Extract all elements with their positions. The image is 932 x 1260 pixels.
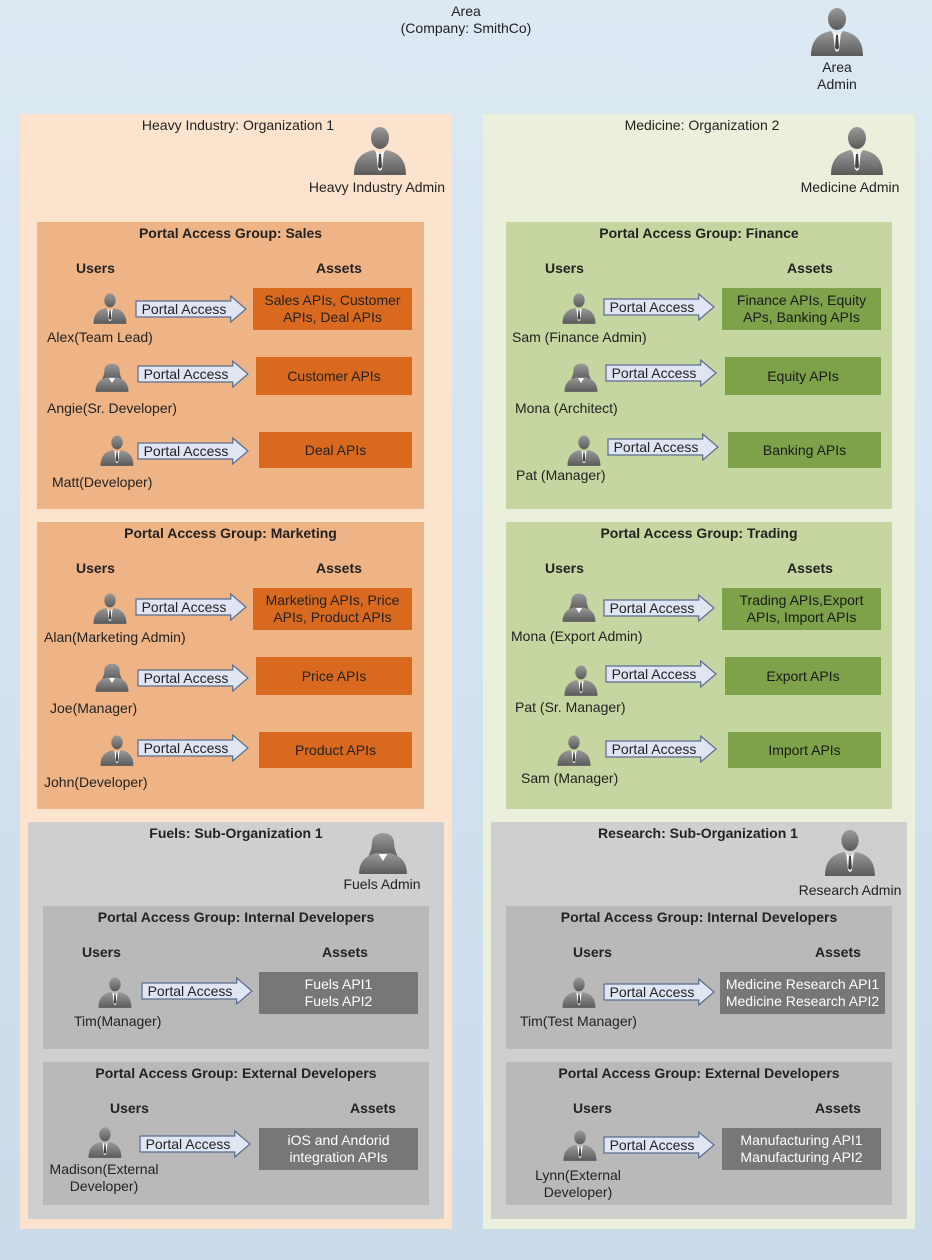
asset-box: Product APIs — [259, 732, 412, 768]
user-name: John(Developer) — [44, 774, 148, 790]
female-user-icon — [560, 588, 598, 624]
asset-box: Medicine Research API1 Medicine Research API2 — [720, 972, 885, 1014]
male-user-icon — [561, 1127, 599, 1163]
female-user-icon — [93, 358, 131, 394]
portal-access-arrow: Portal Access — [603, 293, 715, 321]
area-company: (Company: SmithCo) — [400, 20, 532, 36]
user-name: Tim(Test Manager) — [520, 1013, 637, 1029]
asset-box: Customer APIs — [256, 357, 412, 395]
user-name-line2: Developer) — [543, 1184, 613, 1200]
asset-box: Sales APIs, Customer APIs, Deal APIs — [253, 288, 412, 330]
male-user-icon — [98, 732, 136, 768]
group-marketing-title: Portal Access Group: Marketing — [124, 525, 337, 541]
user-name-line2: Developer) — [69, 1178, 139, 1194]
group-research-internal-title: Portal Access Group: Internal Developers — [560, 909, 838, 925]
asset-box: Deal APIs — [259, 432, 412, 468]
portal-access-arrow: Portal Access — [139, 1130, 251, 1158]
assets-header: Assets — [815, 1100, 861, 1116]
portal-access-arrow: Portal Access — [603, 1131, 715, 1159]
area-admin-label-2: Admin — [817, 76, 857, 92]
medicine-admin-icon — [824, 125, 890, 175]
user-name: Alan(Marketing Admin) — [44, 629, 186, 645]
area-title: Area — [451, 3, 481, 19]
assets-header: Assets — [787, 260, 833, 276]
portal-access-arrow: Portal Access — [603, 594, 715, 622]
area-admin-icon — [805, 6, 869, 56]
user-name-line1: Madison(External — [49, 1161, 159, 1177]
research-admin-icon — [818, 828, 882, 876]
male-user-icon — [96, 974, 134, 1010]
asset-box: Trading APIs,Export APIs, Import APIs — [722, 588, 881, 630]
female-user-icon — [93, 658, 131, 694]
org2-admin-label: Medicine Admin — [800, 179, 900, 195]
portal-access-arrow: Portal Access — [137, 664, 249, 692]
user-name: Mona (Export Admin) — [511, 628, 643, 644]
male-user-icon — [560, 974, 598, 1010]
portal-access-arrow: Portal Access — [605, 359, 717, 387]
assets-header: Assets — [350, 1100, 396, 1116]
users-header: Users — [573, 944, 612, 960]
group-fuels-internal-title: Portal Access Group: Internal Developers — [97, 909, 375, 925]
sub2-admin-label: Research Admin — [798, 882, 902, 898]
male-user-icon — [91, 590, 129, 626]
asset-box: Banking APIs — [728, 432, 881, 468]
group-trading-title: Portal Access Group: Trading — [600, 525, 798, 541]
user-name: Sam (Finance Admin) — [512, 329, 647, 345]
portal-access-arrow: Portal Access — [607, 433, 719, 461]
user-name: Tim(Manager) — [74, 1013, 162, 1029]
users-header: Users — [76, 560, 115, 576]
asset-box: Finance APIs, Equity APs, Banking APIs — [722, 288, 881, 330]
user-name: Mona (Architect) — [515, 400, 618, 416]
male-user-icon — [562, 662, 600, 698]
org1-admin-label: Heavy Industry Admin — [308, 179, 446, 195]
male-user-icon — [91, 290, 129, 326]
asset-box: iOS and Andorid integration APIs — [259, 1128, 418, 1170]
org2-title: Medicine: Organization 2 — [624, 117, 780, 133]
user-name-line1: Lynn(External — [535, 1167, 621, 1183]
male-user-icon — [560, 290, 598, 326]
sub1-title: Fuels: Sub-Organization 1 — [149, 825, 323, 841]
users-header: Users — [545, 560, 584, 576]
asset-box: Import APIs — [728, 732, 881, 768]
sub1-admin-label: Fuels Admin — [343, 876, 421, 892]
user-name: Pat (Sr. Manager) — [515, 699, 626, 715]
male-user-icon — [565, 432, 603, 468]
users-header: Users — [110, 1100, 149, 1116]
portal-access-arrow: Portal Access — [605, 660, 717, 688]
portal-access-arrow: Portal Access — [137, 437, 249, 465]
assets-header: Assets — [815, 944, 861, 960]
assets-header: Assets — [316, 560, 362, 576]
fuels-admin-icon — [352, 828, 414, 874]
portal-access-arrow: Portal Access — [135, 593, 247, 621]
org1-title: Heavy Industry: Organization 1 — [141, 117, 335, 133]
heavy-industry-admin-icon — [346, 125, 414, 175]
user-name: Sam (Manager) — [521, 770, 619, 786]
portal-access-arrow: Portal Access — [141, 977, 253, 1005]
users-header: Users — [76, 260, 115, 276]
user-name: Alex(Team Lead) — [47, 329, 153, 345]
portal-access-arrow: Portal Access — [135, 295, 247, 323]
user-name: Matt(Developer) — [52, 474, 153, 490]
assets-header: Assets — [787, 560, 833, 576]
user-name: Angie(Sr. Developer) — [47, 400, 177, 416]
male-user-icon — [86, 1124, 124, 1160]
group-finance-title: Portal Access Group: Finance — [599, 225, 799, 241]
asset-box: Equity APIs — [725, 357, 881, 395]
asset-box: Fuels API1 Fuels API2 — [259, 972, 418, 1014]
portal-access-arrow: Portal Access — [137, 360, 249, 388]
users-header: Users — [82, 944, 121, 960]
users-header: Users — [573, 1100, 612, 1116]
portal-access-arrow: Portal Access — [605, 735, 717, 763]
female-user-icon — [562, 358, 600, 394]
asset-box: Manufacturing API1 Manufacturing API2 — [722, 1128, 881, 1170]
asset-box: Marketing APIs, Price APIs, Product APIs — [253, 588, 412, 630]
male-user-icon — [555, 732, 593, 768]
user-name: Joe(Manager) — [50, 700, 138, 716]
group-fuels-external-title: Portal Access Group: External Developers — [95, 1065, 377, 1081]
male-user-icon — [98, 432, 136, 468]
group-research-external-title: Portal Access Group: External Developers — [558, 1065, 840, 1081]
users-header: Users — [545, 260, 584, 276]
portal-access-arrow: Portal Access — [137, 734, 249, 762]
asset-box: Price APIs — [256, 657, 412, 695]
asset-box: Export APIs — [725, 657, 881, 695]
portal-access-arrow: Portal Access — [603, 978, 715, 1006]
sub2-title: Research: Sub-Organization 1 — [598, 825, 798, 841]
group-sales-title: Portal Access Group: Sales — [138, 225, 323, 241]
area-admin-label-1: Area — [822, 59, 852, 75]
user-name: Pat (Manager) — [516, 467, 606, 483]
assets-header: Assets — [322, 944, 368, 960]
assets-header: Assets — [316, 260, 362, 276]
